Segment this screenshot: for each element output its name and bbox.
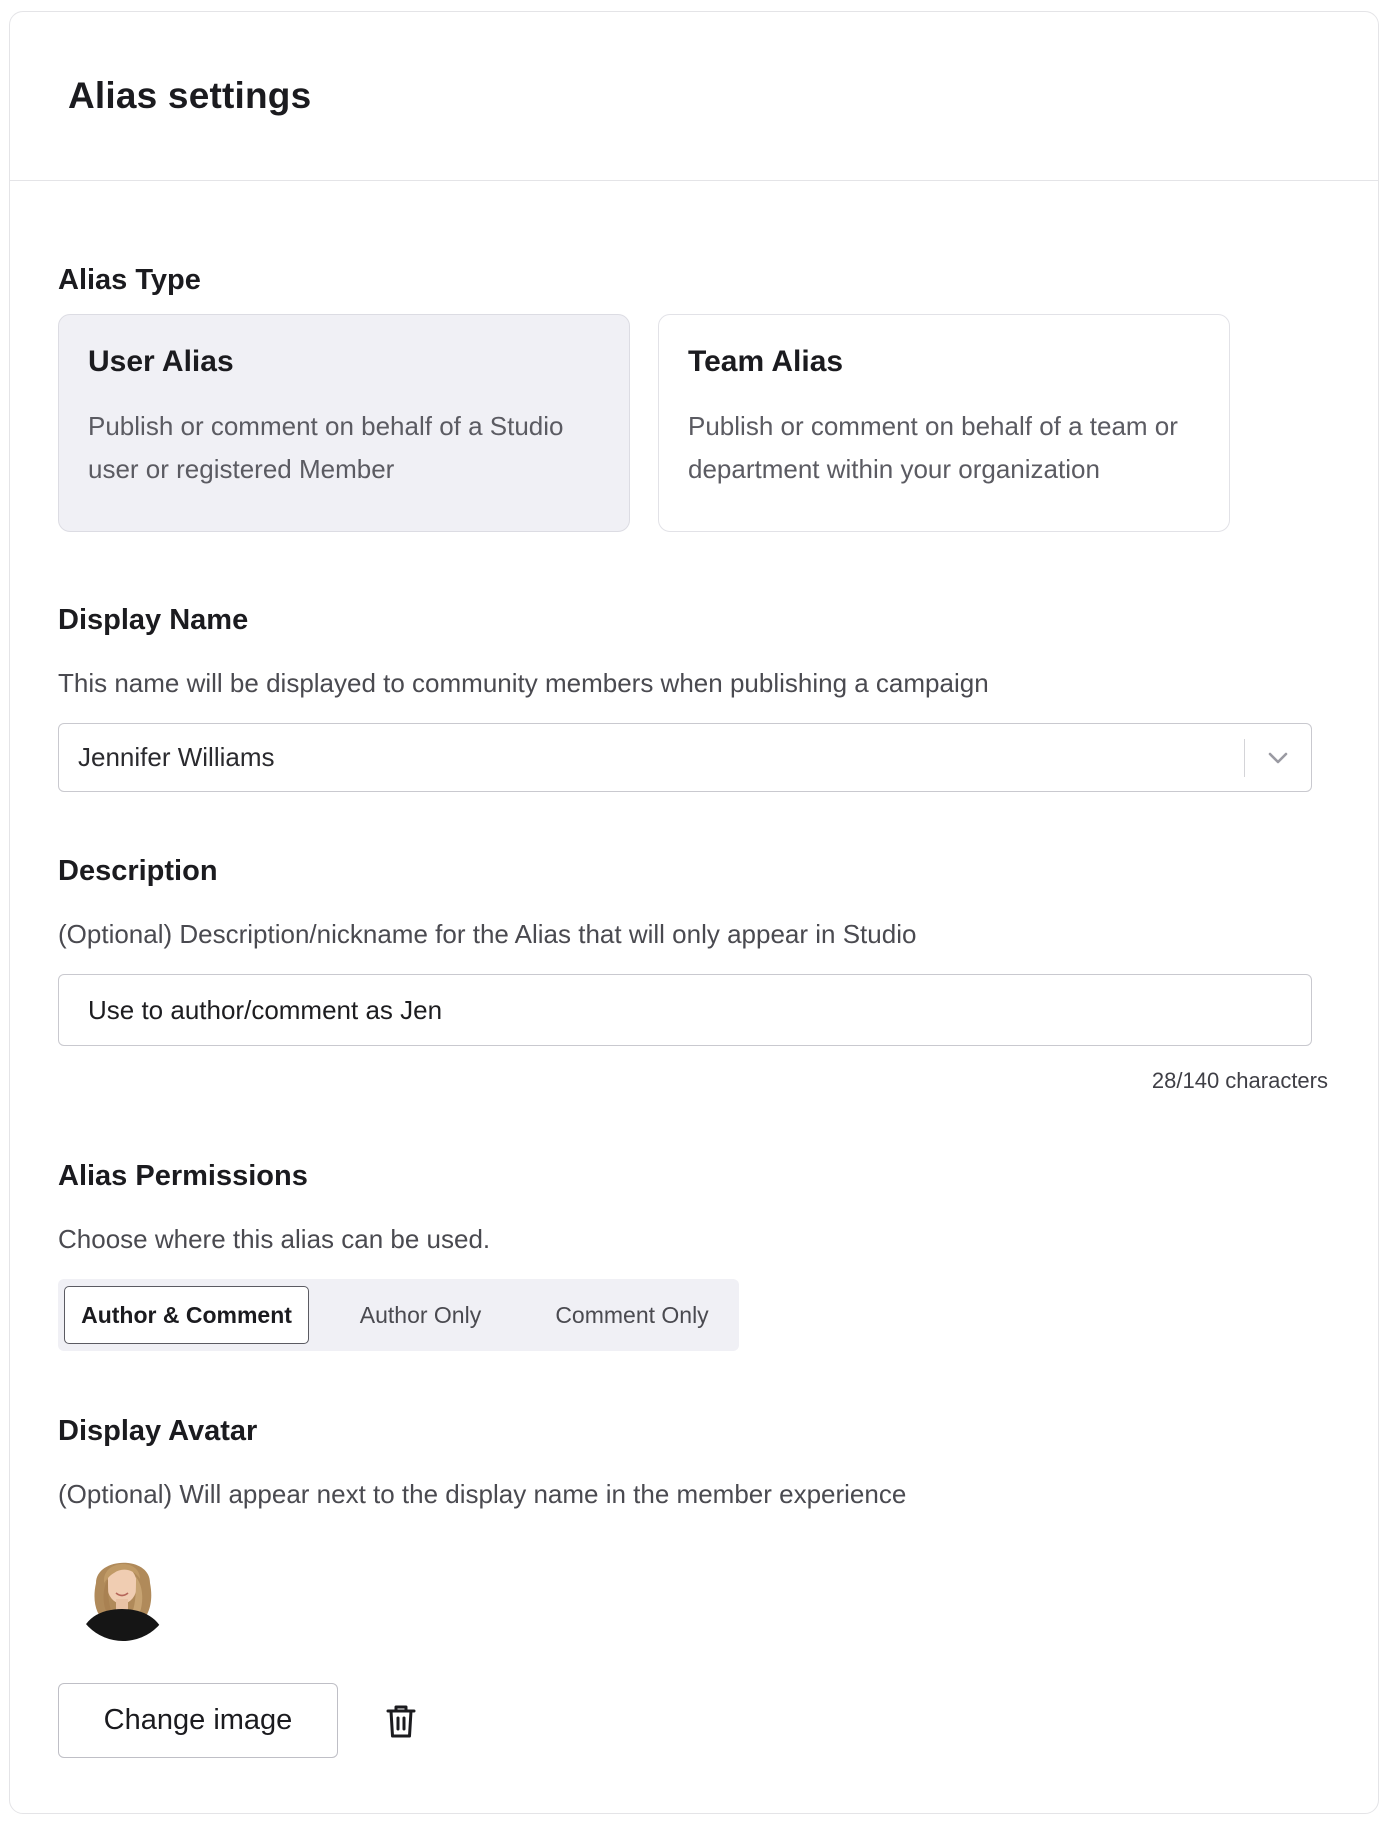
team-alias-title: Team Alias xyxy=(688,345,844,378)
description-input[interactable]: Use to author/comment as Jen xyxy=(58,974,1312,1046)
user-alias-title: User Alias xyxy=(88,345,234,378)
display-name-select[interactable] xyxy=(58,723,1312,792)
chevron-down-icon[interactable] xyxy=(1245,723,1311,792)
avatar xyxy=(74,1543,172,1641)
card-header xyxy=(10,12,1378,181)
permissions-label: Alias Permissions xyxy=(58,1160,308,1192)
permissions-help: Choose where this alias can be used. xyxy=(58,1224,491,1254)
user-alias-option[interactable] xyxy=(58,314,630,532)
description-help: (Optional) Description/nickname for the Alias that will only appear in Studio xyxy=(58,919,917,949)
page-title: Alias settings xyxy=(68,75,312,116)
display-name-label: Display Name xyxy=(58,604,249,636)
permissions-segmented-control xyxy=(58,1279,739,1351)
trash-icon[interactable] xyxy=(384,1703,418,1739)
alias-settings-card xyxy=(9,11,1379,1814)
display-avatar-help: (Optional) Will appear next to the display name in the member experience xyxy=(58,1479,907,1509)
team-alias-description: Publish or comment on behalf of a team or department within your organization xyxy=(688,411,1178,484)
permission-author-only[interactable]: Author Only xyxy=(359,1301,482,1328)
display-avatar-label: Display Avatar xyxy=(58,1415,258,1447)
character-counter: 28/140 characters xyxy=(1151,1068,1328,1093)
user-alias-description: Publish or comment on behalf of a Studio user or registered Member xyxy=(88,411,564,484)
display-name-help: This name will be displayed to community members when publishing a campaign xyxy=(58,668,989,698)
description-label: Description xyxy=(58,855,218,887)
alias-type-label: Alias Type xyxy=(58,264,201,296)
display-name-value: Jennifer Williams xyxy=(78,742,275,772)
permission-author-comment[interactable]: Author & Comment xyxy=(64,1286,309,1344)
permission-comment-only[interactable]: Comment Only xyxy=(555,1301,709,1328)
team-alias-option[interactable] xyxy=(658,314,1230,532)
change-image-button[interactable]: Change image xyxy=(58,1683,338,1758)
